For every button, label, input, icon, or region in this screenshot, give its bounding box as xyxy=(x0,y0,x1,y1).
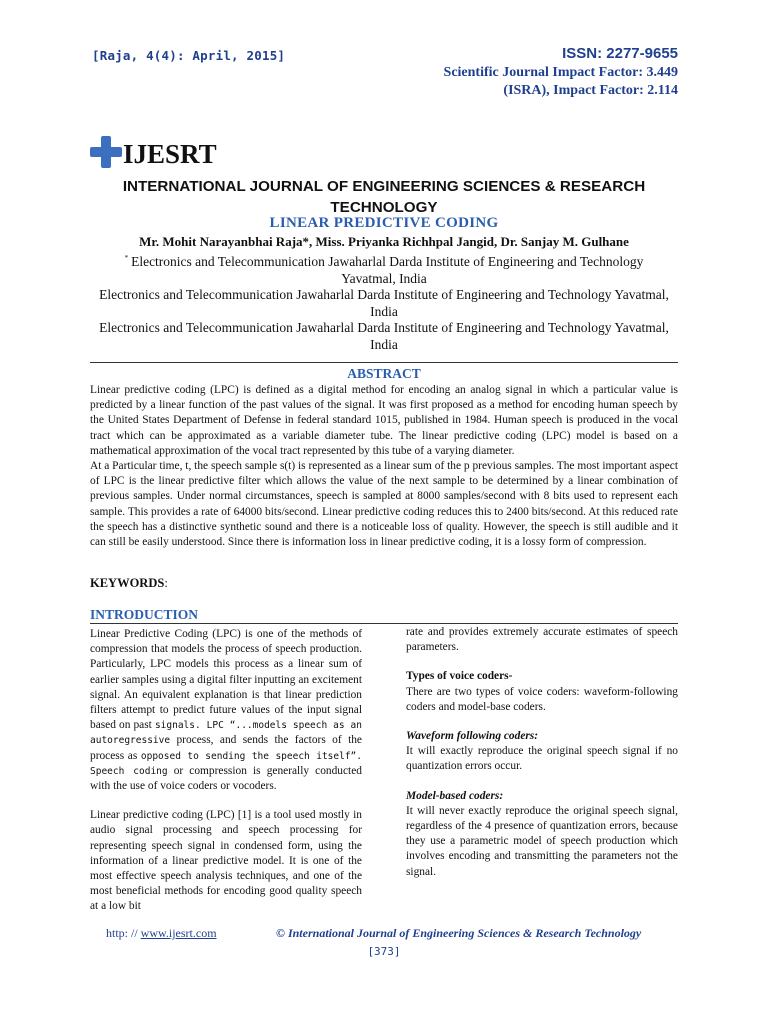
footer-copyright: © International Journal of Engineering Sciences & Research Technology xyxy=(276,926,642,940)
abstract-divider xyxy=(90,362,678,363)
paper-title: LINEAR PREDICTIVE CODING xyxy=(269,215,499,231)
journal-name xyxy=(90,176,678,218)
right-column xyxy=(406,625,678,894)
types-heading: Types of voice coders- xyxy=(406,670,513,683)
waveform-heading: Waveform following coders: xyxy=(406,730,539,743)
intro-paragraph-1: Linear Predictive Coding (LPC) is one of the methods of compression that models the process of speech production. Particularly, LPC models this process as a linear sum of earlier samples using a digital filter inputting an excitement signal. An equivalent explanation is that linear prediction filters attempt to predict future values of the input signal based on past signals. LPC “...models speech as an autoregressive process, and sends the factors of the process as opposed to sending the speech itself”. Speech coding or compression is generally conducted with the use of voice coders or vocoders. xyxy=(90,628,363,793)
left-column xyxy=(90,627,362,929)
plus-icon xyxy=(90,136,122,168)
affiliation-1-line2: Yavatmal, India xyxy=(341,270,427,286)
intro-paragraph-continued: rate and provides extremely accurate estimates of speech parameters. xyxy=(406,626,678,654)
affiliation-1: * Electronics and Telecommunication Jawaharlal Darda Institute of Engineering and Technology xyxy=(124,254,644,269)
intro-paragraph-2: Linear predictive coding (LPC) [1] is a tool used mostly in audio signal processing and speech processing for representing speech signal in condensed form, using the information of a linear predictive model. It is one of the most effective speech analysis techniques, and one of the most beneficial methods for encoding good quality speech at a low bit xyxy=(90,809,362,913)
keywords-label: KEYWORDS xyxy=(90,576,165,590)
abstract-heading: ABSTRACT xyxy=(347,366,421,381)
logo-text: IJESRT xyxy=(123,139,217,169)
impact-factor-isra: (ISRA), Impact Factor: 2.114 xyxy=(503,83,678,98)
affiliations xyxy=(90,250,678,353)
model-based-heading: Model-based coders: xyxy=(406,789,504,802)
introduction-heading: INTRODUCTION xyxy=(90,607,199,622)
header-right xyxy=(444,44,678,100)
abstract-paragraph: Linear predictive coding (LPC) is defined as a digital method for encoding an analog signal in which a particular value is predicted by a linear function of the past values of the signal. It was first proposed as a method for encoding human speech by the United States Department of Defense in federal standard 1015, published in 1984. Human speech is produced in the vocal tract which can be approximated as a variable diameter tube. The linear predictive coding (LPC) model is based on a mathematical approximation of the vocal tract represented by this tube of a varying diameter. xyxy=(90,384,678,457)
affiliation-3-line2: India xyxy=(370,336,398,352)
website-link[interactable]: www.ijesrt.com xyxy=(140,926,217,940)
types-text: There are two types of voice coders: waveform-following coders and model-base coders. xyxy=(406,685,678,713)
keywords xyxy=(90,576,168,591)
impact-factor-sjif: Scientific Journal Impact Factor: 3.449 xyxy=(443,65,678,80)
paper-authors: Mr. Mohit Narayanbhai Raja*, Miss. Priyanka Richhpal Jangid, Dr. Sanjay M. Gulhane xyxy=(139,234,629,249)
abstract-paragraph: At a Particular time, t, the speech sample s(t) is represented as a linear sum of the p previous samples. The most important aspect of LPC is the linear predictive filter which allows the value of the next sample to be determined by a linear combination of previous samples. Under normal circumstances, speech is sampled at 8000 samples/second with 8 bits used to represent each sample. This provides a rate of 64000 bits/second. Linear predictive coding reduces this to 2400 bits/second. At this reduced rate the speech has a distinctive synthetic sound and there is a noticeable loss of quality. However, the speech is still audible and it can still be easily understood. Since there is information loss in linear predictive coding, it is a lossy form of compression. xyxy=(90,460,678,549)
keywords-suffix: : xyxy=(164,576,168,590)
model-based-text: It will never exactly reproduce the original speech signal, regardless of the 4 presence of quantization errors, because they use a parametric model of speech production which involves encoding and transmitting the parameters not the signal. xyxy=(406,804,678,878)
affiliation-3: Electronics and Telecommunication Jawaharlal Darda Institute of Engineering and Technology Yavatmal, xyxy=(99,320,669,335)
affiliation-mark: * xyxy=(124,254,129,262)
issn: ISSN: 2277-9655 xyxy=(562,45,678,62)
header-citation: [Raja, 4(4): April, 2015] xyxy=(92,48,286,63)
introduction-divider xyxy=(90,623,678,624)
journal-name-line1: INTERNATIONAL JOURNAL OF ENGINEERING SCIENCES & RESEARCH xyxy=(122,178,646,195)
abstract-body xyxy=(90,383,678,550)
journal-name-line2: TECHNOLOGY xyxy=(330,199,438,216)
waveform-text: It will exactly reproduce the original speech signal if no quantization errors occur. xyxy=(406,745,678,773)
footer-link: http: // www.ijesrt.com xyxy=(106,926,217,940)
affiliation-2-line2: India xyxy=(370,303,398,319)
page-number: [373] xyxy=(367,945,401,958)
journal-logo xyxy=(90,134,217,168)
affiliation-2: Electronics and Telecommunication Jawaharlal Darda Institute of Engineering and Technology Yavatmal, xyxy=(99,287,669,302)
